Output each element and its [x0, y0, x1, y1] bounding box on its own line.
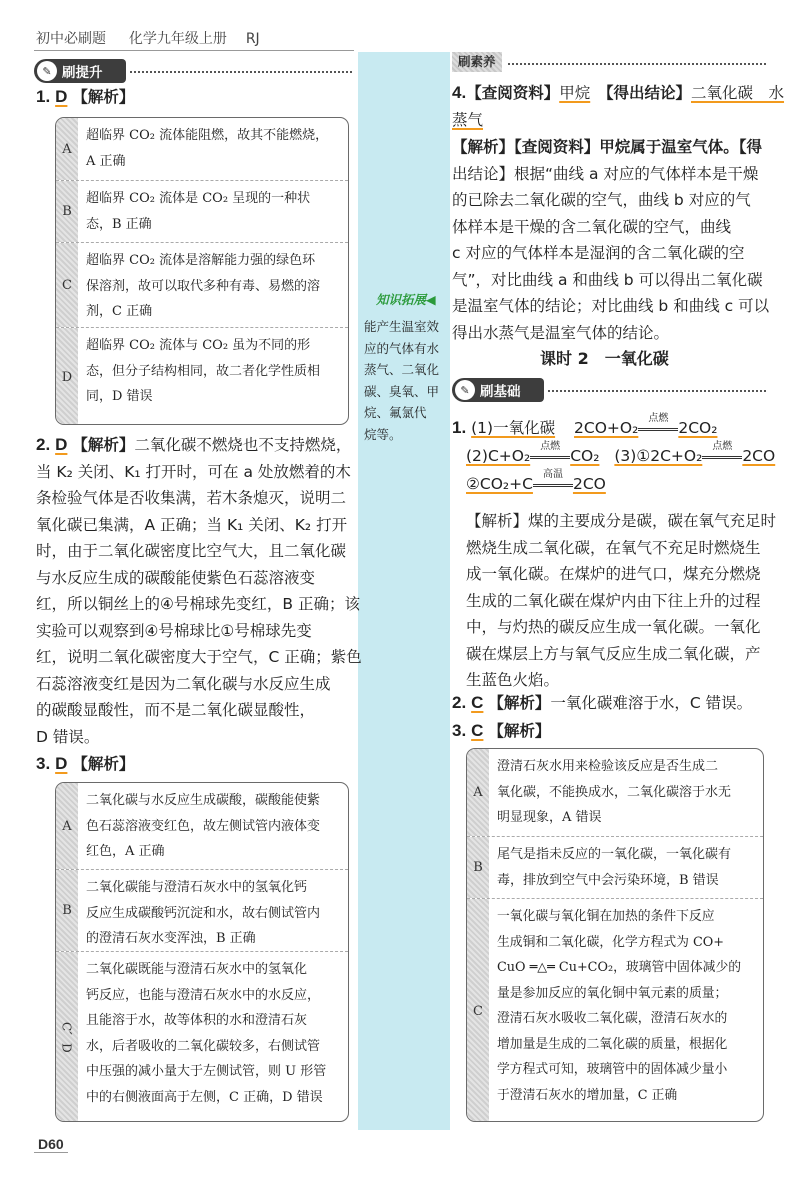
q3-heading: 3. D 【解析】	[36, 754, 135, 773]
badge-jichu: ✎ 刷基础	[452, 378, 544, 402]
option-row: C 超临界 CO₂ 流体是溶解能力强的绿色环 保溶剂，故可以取代多种有毒、易燃的溶 剂，C 正确	[56, 243, 348, 328]
subject-title: 化学九年级上册	[128, 31, 227, 47]
option-row: C 一氧化碳与氧化铜在加热的条件下反应 生成铜和二氧化碳，化学方程式为 CO+ CuO ═△═ Cu+CO₂，玻璃管中固体减少的 量是参加反应的氧化铜中氧元素的质量； 澄清石灰水吸收二氧化碳，澄清石灰水的 增加量是生成的二氧化碳的质量，根据化 学方程式可知，玻璃管中的固体减少量小 于澄清石灰水的增加量，C 正确	[467, 899, 763, 1122]
badge-suyang: 刷素养	[452, 52, 502, 72]
knowledge-sidebar	[358, 52, 450, 1130]
pencil-icon: ✎	[455, 380, 475, 400]
section-divider	[548, 390, 766, 392]
option-row: A 二氧化碳与水反应生成碳酸，碳酸能使紫 色石蕊溶液变红色，故左侧试管内液体变 红色，A 正确	[56, 783, 348, 870]
sidebar-title: 知识拓展◀	[376, 292, 436, 307]
j1-explanation: 【解析】煤的主要成分是碳，碳在氧气充足时 燃烧生成二氧化碳，在氧气不充足时燃烧生 成一氧化碳。在煤炉的进气口，煤充分燃烧 生成的二氧化碳在煤炉内由下往上升的过程 中，与灼热的碳反应生成一氧化碳。一氧化 碳在煤层上方与氧气反应生成二氧化碳，产 生蓝色火焰。	[466, 512, 777, 689]
section-divider	[130, 71, 352, 73]
q1-heading: 1. D 【解析】	[36, 87, 135, 106]
option-row: B 超临界 CO₂ 流体是 CO₂ 呈现的一种状 态，B 正确	[56, 181, 348, 243]
option-row: C、D 二氧化碳既能与澄清石灰水中的氢氧化 钙反应，也能与澄清石灰水中的水反应， 且能溶于水，故等体积的水和澄清石灰 水，后者吸收的二氧化碳较多，右侧试管 中压强的减小量大于左侧试管，则 U 形管 中的右侧液面高于左侧，C 正确，D 错误	[56, 952, 348, 1122]
book-title: 初中必刷题	[36, 31, 106, 47]
section-divider	[508, 63, 766, 65]
badge-tisheng: ✎ 刷提升	[34, 59, 126, 83]
pencil-icon: ✎	[37, 61, 57, 81]
j2-block: 2. C 【解析】一氧化碳难溶于水，C 错误。	[452, 693, 753, 712]
q1-options-table	[55, 117, 349, 425]
j3-heading: 3. C 【解析】	[452, 721, 551, 740]
sidebar-text: 能产生温室效 应的气体有水 蒸气、二氧化 碳、臭氧、甲 烷、氟氯代 烷等。	[364, 319, 440, 442]
j3-options-table	[466, 748, 764, 1122]
page-number: D60	[34, 1136, 68, 1153]
edition-label: RJ	[245, 31, 260, 47]
option-row: B 尾气是指未反应的一氧化碳，一氧化碳有 毒，排放到空气中会污染环境，B 错误	[467, 837, 763, 899]
j1-equations: 1. (1)一氧化碳 2CO+O₂ 点燃 2CO₂ (2)C+O₂ 点燃 CO₂ (3)①2C+O₂ 点燃 2CO ②CO₂+C 高温 2CO	[452, 413, 776, 493]
option-row: D 超临界 CO₂ 流体与 CO₂ 虽为不同的形 态，但分子结构相同，故二者化学性质相 同，D 错误	[56, 328, 348, 425]
option-row: A 澄清石灰水用来检验该反应是否生成二 氧化碳，不能换成水，二氧化碳溶于水无 明显现象，A 错误	[467, 749, 763, 837]
q3-options-table	[55, 782, 349, 1122]
running-header	[36, 28, 260, 48]
q4-block: 4.【查阅资料】甲烷 【得出结论】二氧化碳 水 蒸气 【解析】【查阅资料】甲烷属于温室气体。【得 出结论】根据“曲线 a 对应的气体样本是干燥 的已除去二氧化碳的空气，曲线 b 对应的气 体样本是干燥的含二氧化碳的空气，曲线 c 对应的气体样本是湿润的含二氧化碳的空 气”，对比曲线 a 和曲线 b 可以得出二氧化碳 是温室气体的结论；对比曲线 b 和曲线 c 可以 得出水蒸气是温室气体的结论。	[452, 83, 785, 342]
q2-block: 2. D 【解析】二氧化碳不燃烧也不支持燃烧， 当 K₂ 关闭、K₁ 打开时，可在 a 处放燃着的木 条检验气体是否收集满，若木条熄灭，说明二 氧化碳已集满，A 正确；当 K₁ 关闭、K₂ 打开 时，由于二氧化碳密度比空气大，且二氧化碳 与水反应生成的碳酸能使紫色石蕊溶液变 红，所以铜丝上的④号棉球先变红，B 正确；该 实验可以观察到④号棉球比①号棉球先变 红，说明二氧化碳密度大于空气，C 正确；紫色 石蕊溶液变红是因为二氧化碳与水反应生成 的碳酸显酸性，而不是二氧化碳显酸性， D 错误。	[36, 435, 362, 746]
option-row: B 二氧化碳能与澄清石灰水中的氢氧化钙 反应生成碳酸钙沉淀和水，故右侧试管内 的澄清石灰水变浑浊，B 正确	[56, 870, 348, 952]
lesson-title: 课时 2 一氧化碳	[540, 349, 669, 368]
option-row: A 超临界 CO₂ 流体能阻燃，故其不能燃烧， A 正确	[56, 118, 348, 181]
header-rule	[34, 50, 354, 51]
